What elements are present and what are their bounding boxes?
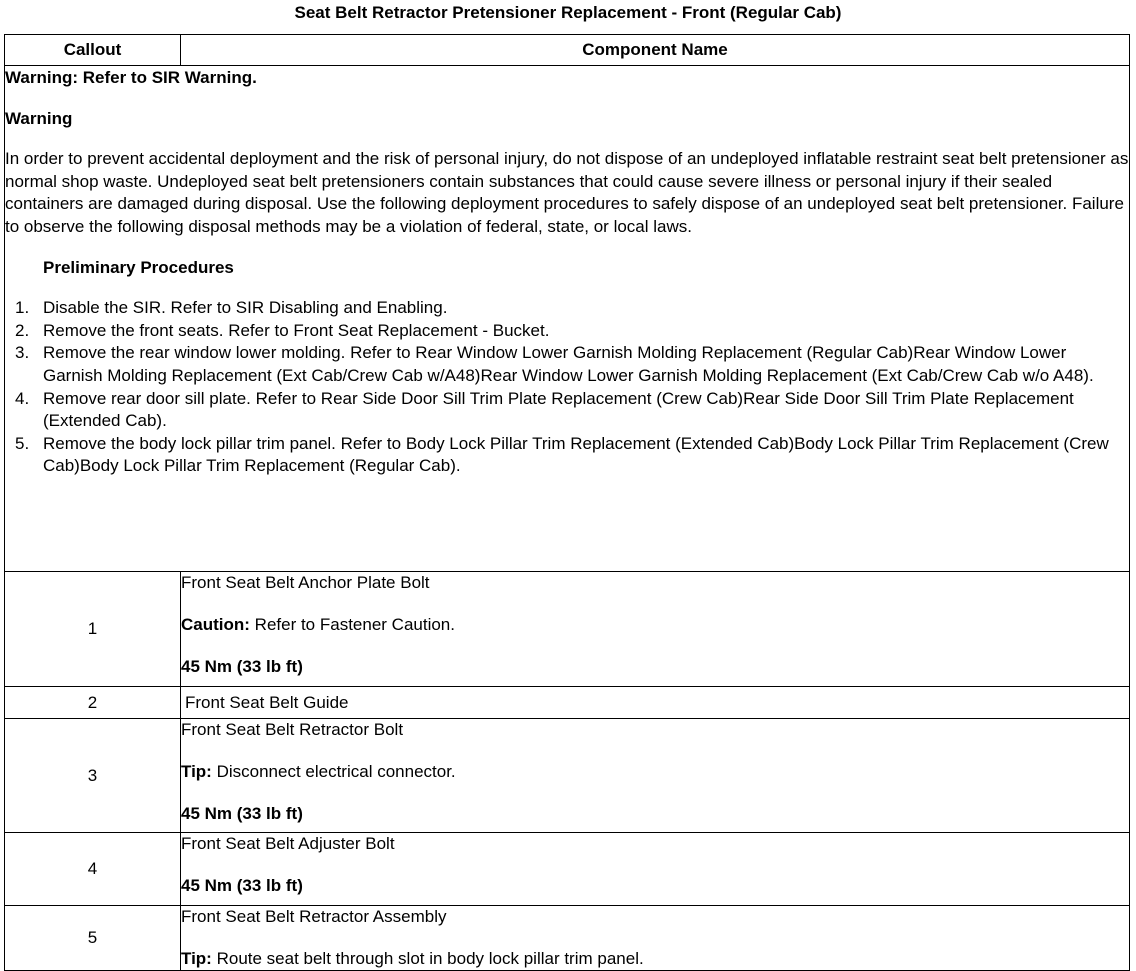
table-header-row [5, 35, 1130, 66]
component-cell [181, 833, 1130, 906]
component-name: Front Seat Belt Retractor Bolt [181, 720, 404, 739]
note-label: Caution: [181, 615, 250, 634]
document-title: Seat Belt Retractor Pretensioner Replacement - Front (Regular Cab) [294, 3, 842, 22]
note-text: Route seat belt through slot in body lock pillar trim panel. [211, 949, 644, 968]
warning-heading: Warning [5, 108, 73, 128]
callout-header: Callout [5, 35, 181, 66]
torque-spec [181, 875, 1129, 897]
torque-value: 45 Nm (33 lb ft) [181, 804, 303, 823]
table-row [5, 719, 1130, 833]
step-number: 2. [15, 320, 30, 340]
table-row [5, 906, 1130, 971]
component-note [181, 948, 1129, 970]
list-item [5, 320, 1129, 343]
torque-value: 45 Nm (33 lb ft) [181, 657, 303, 676]
component-name: Front Seat Belt Guide [185, 692, 349, 712]
torque-spec [181, 803, 1129, 825]
component-cell [181, 572, 1130, 687]
callout-number: 1 [5, 572, 181, 687]
list-item [5, 388, 1129, 433]
table-row [5, 572, 1130, 687]
warning-section [5, 66, 1130, 572]
component-table [4, 34, 1130, 971]
table-row [5, 687, 1130, 719]
callout-number: 3 [5, 719, 181, 833]
preliminary-procedures-heading: Preliminary Procedures [43, 257, 234, 277]
preliminary-steps-list [5, 297, 1129, 478]
note-label: Tip: [181, 949, 212, 968]
note-text: Refer to Fastener Caution. [249, 615, 455, 634]
step-number: 4. [15, 388, 30, 408]
step-text: Remove rear door sill plate. Refer to Rear Side Door Sill Trim Plate Replacement (Crew Cab)Rear Side Door Sill Trim Plate Replacement (Extended Cab). [43, 388, 1074, 431]
step-number: 1. [15, 298, 30, 318]
list-item [5, 433, 1129, 478]
list-item [5, 342, 1129, 387]
warning-text: In order to prevent accidental deployment and the risk of personal injury, do not dispose of an undeployed inflatable restraint seat belt pretensioner as normal shop waste. Undeployed seat belt pretensioners contain substances that could cause severe illness or personal injury if their sealed containers are damaged during disposal. Use the following deployment procedures to safely dispose of an undeployed seat belt pretensioner. Failure to observe the following disposal methods may be a violation of federal, state, or local laws. [5, 149, 1129, 236]
callout-number: 2 [5, 687, 181, 719]
sir-warning-reference: Warning: Refer to SIR Warning. [5, 68, 257, 87]
component-name: Front Seat Belt Anchor Plate Bolt [181, 573, 430, 592]
step-number: 3. [15, 343, 30, 363]
note-label: Tip: [181, 762, 212, 781]
callout-number: 5 [5, 906, 181, 971]
step-text: Disable the SIR. Refer to SIR Disabling and Enabling. [43, 298, 448, 318]
component-name: Front Seat Belt Retractor Assembly [181, 907, 447, 926]
component-cell [181, 906, 1130, 971]
step-number: 5. [15, 433, 30, 453]
torque-spec [181, 656, 1129, 678]
note-text: Disconnect electrical connector. [211, 762, 456, 781]
component-note [181, 614, 1129, 636]
warning-row [5, 66, 1130, 572]
component-note [181, 761, 1129, 783]
component-name-header: Component Name [181, 35, 1130, 66]
table-row [5, 833, 1130, 906]
step-text: Remove the rear window lower molding. Refer to Rear Window Lower Garnish Molding Replacement (Regular Cab)Rear Window Lower Garnish Molding Replacement (Ext Cab/Crew Cab w/A48)Rear Window Lower Garnish Molding Replacement (Ext Cab/Crew Cab w/o A48). [43, 343, 1094, 385]
component-cell [181, 687, 1130, 719]
step-text: Remove the front seats. Refer to Front Seat Replacement - Bucket. [43, 320, 550, 340]
list-item [5, 297, 1129, 320]
step-text: Remove the body lock pillar trim panel. Refer to Body Lock Pillar Trim Replacement (Extended Cab)Body Lock Pillar Trim Replacement (Crew Cab)Body Lock Pillar Trim Replacement (Regular Cab). [43, 433, 1109, 476]
callout-number: 4 [5, 833, 181, 906]
component-cell [181, 719, 1130, 833]
torque-value: 45 Nm (33 lb ft) [181, 876, 303, 895]
component-name: Front Seat Belt Adjuster Bolt [181, 834, 395, 853]
